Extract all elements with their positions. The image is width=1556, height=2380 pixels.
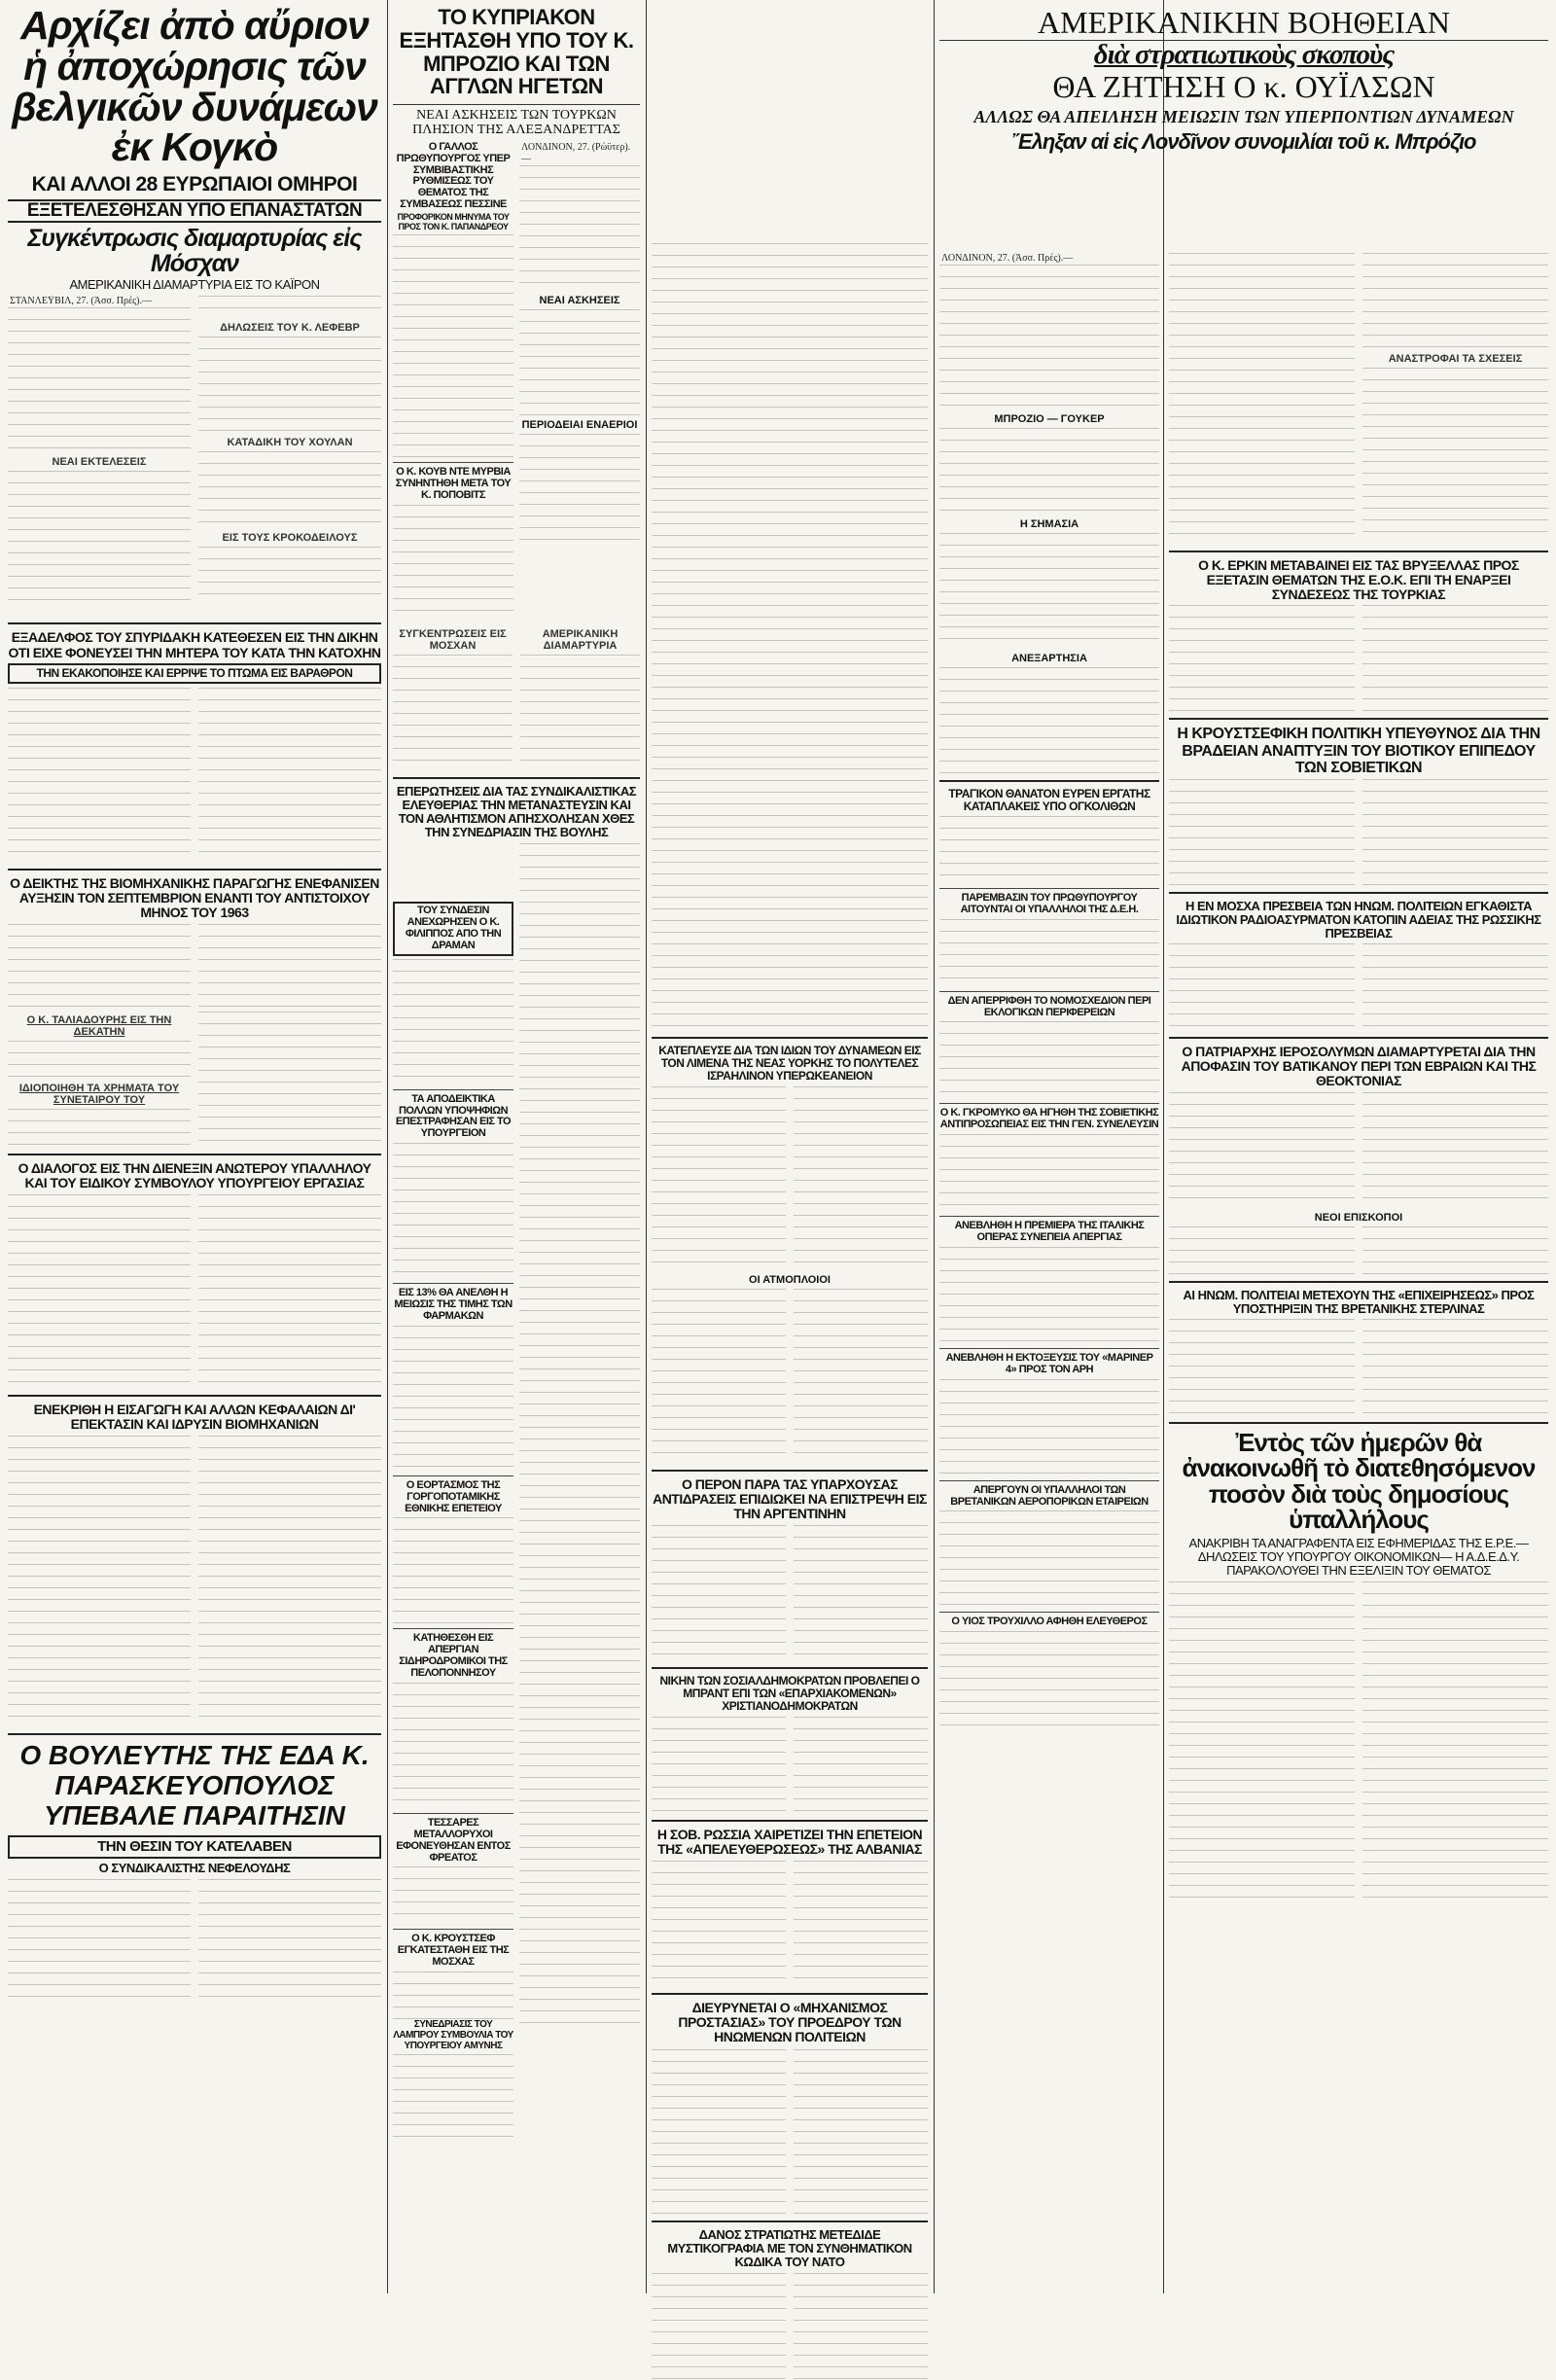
headline: ΕΝΕΚΡΙΘΗ Η ΕΙΣΑΓΩΓΗ ΚΑΙ ΑΛΛΩΝ ΚΕΦΑΛΑΙΩΝ ΔΙ' ΕΠΕΚΤΑΣΙΝ ΚΑΙ ΙΔΡΥΣΙΝ ΒΙΟΜΗΧΑΝΙΩΝ [33,1402,356,1433]
article-body [939,816,1159,884]
article-body [8,924,381,1012]
headline: ΣΥΝΕΔΡΙΑΣΙΣ ΤΟΥ ΛΑΜΠΡΟΥ ΣΥΜΒΟΥΛΙΑ ΤΟΥ ΥΠΟΥΡΓΕΙΟΥ ΑΜΥΝΗΣ [393,2019,513,2051]
headline: ΑΝΕΒΛΗΘΗ Η ΕΚΤΟΞΕΥΣΙΣ ΤΟΥ «ΜΑΡΙΝΕΡ 4» ΠΡΟΣ ΤΟΝ ΑΡΗ [945,1351,1153,1375]
headline: ΔΕΝ ΑΠΕΡΡΙΦΘΗ ΤΟ ΝΟΜΟΣΧΕΔΙΟΝ ΠΕΡΙ ΕΚΛΟΓΙΚΩΝ ΠΕΡΙΦΕΡΕΙΩΝ [947,994,1151,1018]
subheadline: ΤΗΝ ΘΕΣΙΝ ΤΟΥ ΚΑΤΕΛΑΒΕΝ [8,1835,381,1859]
article-body [939,1021,1159,1099]
article-body [519,434,640,541]
subheadline: ΕΞΕΤΕΛΕΣΘΗΣΑΝ ΥΠΟ ΕΠΑΝΑΣΤΑΤΩΝ [8,199,381,224]
section-heading: ΠΕΡΙΟΔΕΙΑΙ ΕΝΑΕΡΙΟΙ [521,418,638,431]
article-body [652,243,928,1031]
article-body [939,1631,1159,1728]
subheadline: ΠΡΟΦΟΡΙΚΟΝ ΜΗΝΥΜΑ ΤΟΥ ΠΡΟΣ ΤΟΝ Κ. ΠΑΠΑΝΔΡΕΟΥ [397,212,510,231]
section-heading: ΣΥΓΚΕΝΤΡΩΣΕΙΣ ΕΙΣ ΜΟΣΧΑΝ [399,628,507,653]
headline: Ο ΕΟΡΤΑΣΜΟΣ ΤΗΣ ΓΟΡΓΟΠΟΤΑΜΙΚΗΣ ΕΘΝΙΚΗΣ ΕΠΕΤΕΙΟΥ [405,1478,502,1514]
article-body [393,1326,513,1472]
subheadline: ΤΗΝ ΕΚΑΚΟΠΟΙΗΣΕ ΚΑΙ ΕΡΡΙΨΕ ΤΟ ΠΤΩΜΑ ΕΙΣ ΒΑΡΑΘΡΟΝ [8,663,381,684]
dateline: ΣΤΑΝΛΕΫΒΙΛ, 27. (Ἀσσ. Πρές).— [10,296,152,307]
headline: Ο ΔΕΙΚΤΗΣ ΤΗΣ ΒΙΟΜΗΧΑΝΙΚΗΣ ΠΑΡΑΓΩΓΗΣ ΕΝΕΦΑΝΙΣΕΝ ΑΥΞΗΣΙΝ ΤΟΝ ΣΕΠΤΕΜΒΡΙΟΝ ΕΝΑΝΤΙ ΤΟΥ ΑΝΤΙΣΤΟΙΧΟΥ ΜΗΝΟΣ ΤΟΥ 1963 [10,874,379,920]
column-rule [1163,0,1164,2293]
section-heading: Ο Κ. ΤΑΛΙΑΔΟΥΡΗΣ ΕΙΣ ΤΗΝ ΔΕΚΑΤΗΝ [26,1013,172,1038]
headline: Ο ΒΟΥΛΕΥΤΗΣ ΤΗΣ ΕΔΑ Κ. ΠΑΡΑΣΚΕΥΟΠΟΥΛΟΣ ΥΠΕΒΑΛΕ ΠΑΡΑΙΤΗΣΙΝ [19,1740,370,1830]
article-body [393,1517,513,1624]
section-heading: ΑΝΑΣΤΡΟΦΑΙ ΤΑ ΣΧΕΣΕΙΣ [1388,353,1523,365]
subheadline: ΝΕΑΙ ΑΣΚΗΣΕΙΣ ΤΩΝ ΤΟΥΡΚΩΝ ΠΛΗΣΙΟΝ ΤΗΣ ΑΛΕΞΑΝΔΡΕΤΤΑΣ [393,104,640,138]
headline: Ο ΠΑΤΡΙΑΡΧΗΣ ΙΕΡΟΣΟΛΥΜΩΝ ΔΙΑΜΑΡΤΥΡΕΤΑΙ ΔΙΑ ΤΗΝ ΑΠΟΦΑΣΙΝ ΤΟΥ ΒΑΤΙΚΑΝΟΥ ΠΕΡΙ ΤΩΝ ΕΒΡΑΙΩΝ ΚΑΙ ΤΗΣ ΘΕΟΚΤΟΝΙΑΣ [1181,1044,1537,1089]
main-headline: Αρχίζει ἀπὸ αὔριον ἡ ἀποχώρησις τῶν βελγικῶν δυνάμεων ἐκ Κογκὸ [12,3,377,170]
article-body [652,2049,928,2215]
headline: Ο Κ. ΚΡΟΥΣΤΣΕΦ ΕΓΚΑΤΕΣΤΑΘΗ ΕΙΣ ΤΗΣ ΜΟΣΧΑΣ [397,1933,510,1969]
headline: ΤΡΑΓΙΚΟΝ ΘΑΝΑΤΟΝ ΕΥΡΕΝ ΕΡΓΑΤΗΣ ΚΑΤΑΠΛΑΚΕΙΣ ΥΠΟ ΟΓΚΟΛΙΘΩΝ [948,787,1150,813]
headline: ΝΙΚΗΝ ΤΩΝ ΣΟΣΙΑΛΔΗΜΟΚΡΑΤΩΝ ΠΡΟΒΛΕΠΕΙ Ο ΜΠΡΑΝΤ ΕΠΙ ΤΩΝ «ΕΠΑΡΧΙΑΚΟΜΕΝΩΝ» ΧΡΙΣΤΙΑΝΟΔΗΜΟΚΡΑΤΩΝ [659,1674,920,1714]
headline: ΕΠΕΡΩΤΗΣΕΙΣ ΔΙΑ ΤΑΣ ΣΥΝΔΙΚΑΛΙΣΤΙΚΑΣ ΕΛΕΥΘΕΡΙΑΣ ΤΗΝ ΜΕΤΑΝΑΣΤΕΥΣΙΝ ΚΑΙ ΤΟΝ ΑΘΛΗΤΙΣΜΟΝ ΑΠΗΣΧΟΛΗΣΑΝ ΧΘΕΣ ΤΗΝ ΣΥΝΕΔΡΙΑΣΙΝ ΤΗΣ ΒΟΥΛΗΣ [396,784,637,840]
headline: Ο Κ. ΓΚΡΟΜΥΚΟ ΘΑ ΗΓΗΘΗ ΤΗΣ ΣΟΒΙΕΤΙΚΗΣ ΑΝΤΙΠΡΟΣΩΠΕΙΑΣ ΕΙΣ ΤΗΝ ΓΕΝ. ΣΥΝΕΛΕΥΣΙΝ [939,1107,1159,1131]
section-heading: ΚΑΤΑΔΙΚΗ ΤΟΥ ΧΟΥΛΑΝ [227,437,353,449]
subheadline: Ἔληξαν αἱ εἰς Λονδῖνον συνομιλίαι τοῦ κ. Μπρόζιο [1011,128,1476,154]
article-body [1169,1092,1548,1209]
headline: ΤΟ ΚΥΠΡΙΑΚΟΝ ΕΞΗΤΑΣΘΗ ΥΠΟ ΤΟΥ Κ. ΜΠΡΟΖΙΟ ΚΑΙ ΤΩΝ ΑΓΓΛΩΝ ΗΓΕΤΩΝ [399,5,634,99]
article-body [393,1866,513,1925]
headline: ΠΑΡΕΜΒΑΣΙΝ ΤΟΥ ΠΡΩΘΥΠΟΥΡΓΟΥ ΑΙΤΟΥΝΤΑΙ ΟΙ ΥΠΑΛΛΗΛΟΙ ΤΗΣ Δ.Ε.Η. [960,891,1139,915]
headline: Ο ΠΕΡΟΝ ΠΑΡΑ ΤΑΣ ΥΠΑΡΧΟΥΣΑΣ ΑΝΤΙΔΡΑΣΕΙΣ ΕΠΙΔΙΩΚΕΙ ΝΑ ΕΠΙΣΤΡΕΨΗ ΕΙΣ ΤΗΝ ΑΡΓΕΝΤΙΝΗΝ [653,1475,927,1522]
headline: Η ΣΟΒ. ΡΩΣΣΙΑ ΧΑΙΡΕΤΙΖΕΙ ΤΗΝ ΕΠΕΤΕΙΟΝ ΤΗΣ «ΑΠΕΛΕΥΘΕΡΩΣΕΩΣ» ΤΗΣ ΑΛΒΑΝΙΑΣ [656,1827,923,1858]
article-body [1169,605,1548,712]
article-body [393,1971,513,2020]
article-body [939,1247,1159,1344]
article-body [8,1879,381,2006]
article-body [1169,253,1548,545]
article-body [8,1194,381,1389]
article-body [393,505,513,622]
article-body [1169,779,1548,886]
article-body [652,2273,928,2380]
headline: Η ΚΡΟΥΣΤΣΕΦΙΚΗ ΠΟΛΙΤΙΚΗ ΥΠΕΥΘΥΝΟΣ ΔΙΑ ΤΗΝ ΒΡΑΔΕΙΑΝ ΑΝΑΠΤΥΞΙΝ ΤΟΥ ΒΙΟΤΙΚΟΥ ΕΠΙΠΕΔΟΥ ΤΩΝ ΣΟΒΙΕΤΙΚΩΝ [1177,726,1540,776]
column-2 [393,0,640,2293]
headline: διὰ στρατιωτικοὺς σκοποὺς [1093,39,1395,71]
article-body [393,1683,513,1809]
article-body [652,1086,928,1271]
article-body [393,1143,513,1279]
article-body [939,1134,1159,1212]
headline: Ο Κ. ΕΡΚΙΝ ΜΕΤΑΒΑΙΝΕΙ ΕΙΣ ΤΑΣ ΒΡΥΞΕΛΛΑΣ ΠΡΟΣ ΕΞΕΤΑΣΙΝ ΘΕΜΑΤΩΝ ΤΗΣ Ε.Ο.Κ. ΕΠΙ ΤΗ ΕΝΑΡΞΕΙ ΣΥΝΔΕΣΕΩΣ ΤΗΣ ΤΟΥΡΚΙΑΣ [1198,557,1519,603]
headline: ΚΑΤΕΠΛΕΥΣΕ ΔΙΑ ΤΩΝ ΙΔΙΩΝ ΤΟΥ ΔΥΝΑΜΕΩΝ ΕΙΣ ΤΟΝ ΛΙΜΕΝΑ ΤΗΣ ΝΕΑΣ ΥΟΡΚΗΣ ΤΟ ΠΟΛΥΤΕΛΕΣ ΙΣΡΑΗΛΙΝΟΝ ΥΠΕΡΩΚΕΑΝΕΙΟΝ [658,1044,921,1083]
headline: ΘΑ ΖΗΤΗΣΗ Ο κ. ΟΥΪΛΣΩΝ [1052,68,1435,104]
section-heading: ΙΔΙΟΠΟΙΗΘΗ ΤΑ ΧΡΗΜΑΤΑ ΤΟΥ ΣΥΝΕΤΑΙΡΟΥ ΤΟΥ [18,1082,180,1106]
article-body [8,1012,381,1148]
article-body [652,1525,928,1661]
article-body [393,625,640,771]
subheadline: Ο ΣΥΝΔΙΚΑΛΙΣΤΗΣ ΝΕΦΕΛΟΥΔΗΣ [98,1860,291,1875]
section-heading: ΑΜΕΡΙΚΑΝΙΚΗ ΔΙΑΜΑΡΤΥΡΙΑ [542,628,619,653]
subheadline: ΑΜΕΡΙΚΑΝΙΚΗ ΔΙΑΜΑΡΤΥΡΙΑ ΕΙΣ ΤΟ ΚΑΪΡΟΝ [69,277,320,293]
dateline: ΛΟΝΔΙΝΟΝ, 27. (Ρώϋτερ).— [521,141,631,164]
section-heading: ΝΕΟΙ ΕΠΙΣΚΟΠΟΙ [1314,1211,1403,1224]
section-heading: ΝΕΑΙ ΕΚΤΕΛΕΣΕΙΣ [52,456,147,469]
headline: ΔΑΝΟΣ ΣΤΡΑΤΙΩΤΗΣ ΜΕΤΕΔΙΔΕ ΜΥΣΤΙΚΟΓΡΑΦΙΑ ΜΕ ΤΟΝ ΣΥΝΘΗΜΑΤΙΚΟΝ ΚΩΔΙΚΑ ΤΟΥ ΝΑΤΟ [667,2226,912,2269]
headline: Ο ΥΙΟΣ ΤΡΟΥΧΙΛΛΟ ΑΦΗΘΗ ΕΛΕΥΘΕΡΟΣ [951,1616,1148,1628]
section-heading: ΜΠΡΟΖΙΟ — ΓΟΥΚΕΡ [994,413,1105,425]
article-body [1169,1581,1548,1902]
column-rule [387,0,388,2293]
article-body [393,2054,513,2142]
column-rule [646,0,647,2293]
article-body [393,234,513,458]
headline: Η ΕΝ ΜΟΣΧΑ ΠΡΕΣΒΕΙΑ ΤΩΝ ΗΝΩΜ. ΠΟΛΙΤΕΙΩΝ ΕΓΚΑΘΙΣΤΑ ΙΔΙΩΤΙΚΟΝ ΡΑΔΙΟΑΣΥΡΜΑΤΟΝ ΚΑΤΟΠΙΝ ΑΔΕΙΑΣ ΤΗΣ ΡΩΣΣΙΚΗΣ ΠΡΕΣΒΕΙΑΣ [1176,899,1541,941]
section-heading: ΔΗΛΩΣΕΙΣ ΤΟΥ Κ. ΛΕΦΕΒΡ [220,322,360,335]
article-body [939,1510,1159,1608]
headline: ΤΟΥ ΣΥΝΔΕΣΙΝ ΑΝΕΧΩΡΗΣΕΝ Ο Κ. ΦΙΛΙΠΠΟΣ ΑΠΟ ΤΗΝ ΔΡΑΜΑΝ [393,902,513,956]
article-body [393,959,513,1085]
column-rule [934,0,935,2293]
column-1 [8,0,381,2293]
article-body [519,165,640,292]
headline: Ο Κ. ΚΟΥΒ ΝΤΕ ΜΥΡΒΙΑ ΣΥΝΗΝΤΗΘΗ ΜΕΤΑ ΤΟΥ Κ. ΠΟΠΟΒΙΤΣ [395,466,512,502]
subheadline: ΚΑΙ ΑΛΛΟΙ 28 ΕΥΡΩΠΑΙΟΙ ΟΜΗΡΟΙ [31,173,358,196]
headline: ΤΕΣΣΑΡΕΣ ΜΕΤΑΛΛΟΡΥΧΟΙ ΕΦΟΝΕΥΘΗΣΑΝ ΕΝΤΟΣ ΦΡΕΑΤΟΣ [396,1816,511,1864]
section-heading: ΑΝΕΞΑΡΤΗΣΙΑ [1011,653,1087,664]
article-body [652,1289,928,1464]
article-body [1169,1319,1548,1416]
article-body [939,667,1159,774]
article-body [939,919,1159,987]
article-body [939,265,1159,410]
column-3 [652,0,928,2293]
subheadline: Συγκέντρωσις διαμαρτυρίας εἰς Μόσχαν [27,225,362,277]
headline: ΑΙ ΗΝΩΜ. ΠΟΛΙΤΕΙΑΙ ΜΕΤΕΧΟΥΝ ΤΗΣ «ΕΠΙΧΕΙΡΗΣΕΩΣ» ΠΡΟΣ ΥΠΟΣΤΗΡΙΞΙΝ ΤΗΣ ΒΡΕΤΑΝΙΚΗΣ ΣΤΕΡΛΙΝΑΣ [1183,1287,1535,1316]
section-heading: Η ΣΗΜΑΣΙΑ [1019,518,1079,530]
article-body [519,843,640,2030]
subheadline: ΑΝΑΚΡΙΒΗ ΤΑ ΑΝΑΓΡΑΦΕΝΤΑ ΕΙΣ ΕΦΗΜΕΡΙΔΑΣ ΤΗΣ Ε.Ρ.Ε.— ΔΗΛΩΣΕΙΣ ΤΟΥ ΥΠΟΥΡΓΟΥ ΟΙΚΟΝΟΜΙΚΩΝ— Η Α.Δ.Ε.Δ.Υ. ΠΑΡΑΚΟΛΟΥΘΕΙ ΤΗΝ ΕΞΕΛΙΞΙΝ ΤΟΥ ΘΕΜΑΤΟΣ [1188,1535,1529,1578]
column-5 [1169,0,1548,2293]
headline: ΔΙΕΥΡΥΝΕΤΑΙ Ο «ΜΗΧΑΝΙΣΜΟΣ ΠΡΟΣΤΑΣΙΑΣ» ΤΟΥ ΠΡΟΕΔΡΟΥ ΤΩΝ ΗΝΩΜΕΝΩΝ ΠΟΛΙΤΕΙΩΝ [678,2000,902,2045]
subheadline: Ο ΓΑΛΛΟΣ ΠΡΩΘΥΠΟΥΡΓΟΣ ΥΠΕΡ ΣΥΜΒΙΒΑΣΤΙΚΗΣ ΡΥΘΜΙΣΕΩΣ ΤΟΥ ΘΕΜΑΤΟΣ ΤΗΣ ΣΥΜΒΑΣΕΩΣ ΠΕΣΣΙΝΕ [396,140,511,211]
headline: ΑΜΕΡΙΚΑΝΙΚΗΝ ΒΟΗΘΕΙΑΝ [939,6,1548,41]
headline: Ἐντὸς τῶν ἡμερῶν θὰ ἀνακοινωθῆ τὸ διατεθησόμενον ποσὸν διὰ τοὺς δημοσίους ὑπαλλήλους [1182,1427,1536,1535]
article-body [8,688,381,863]
article-body [939,428,1159,515]
headline: ΤΑ ΑΠΟΔΕΙΚΤΙΚΑ ΠΟΛΛΩΝ ΥΠΟΨΗΦΙΩΝ ΕΠΕΣΤΡΑΦΗΣΑΝ ΕΙΣ ΤΟ ΥΠΟΥΡΓΕΙΟΝ [395,1092,512,1140]
headline: ΚΑΤΗΘΕΣΘΗ ΕΙΣ ΑΠΕΡΓΙΑΝ ΣΙΔΗΡΟΔΡΟΜΙΚΟΙ ΤΗΣ ΠΕΛΟΠΟΝΝΗΣΟΥ [399,1632,508,1680]
section-heading: ΕΙΣ ΤΟΥΣ ΚΡΟΚΟΔΕΙΛΟΥΣ [222,532,358,545]
article-body [8,1436,381,1727]
section-heading: ΝΕΑΙ ΑΣΚΗΣΕΙΣ [539,294,620,306]
article-body [1169,1226,1548,1275]
headline: ΑΝΕΒΛΗΘΗ Η ΠΡΕΜΙΕΡΑ ΤΗΣ ΙΤΑΛΙΚΗΣ ΟΠΕΡΑΣ ΣΥΝΕΠΕΙΑ ΑΠΕΡΓΙΑΣ [954,1220,1145,1244]
column-4 [939,0,1159,2293]
headline: ΕΞΑΔΕΛΦΟΣ ΤΟΥ ΣΠΥΡΙΔΑΚΗ ΚΑΤΕΘΕΣΕΝ ΕΙΣ ΤΗΝ ΔΙΚΗΝ ΟΤΙ ΕΙΧΕ ΦΟΝΕΥΣΕΙ ΤΗΝ ΜΗΤΕΡΑ ΤΟΥ ΚΑΤΑ ΤΗΝ ΚΑΤΟΧΗΝ [8,629,381,660]
article-body [939,1379,1159,1476]
section-heading: ΟΙ ΑΤΜΟΠΛΟΙΟΙ [749,1273,831,1286]
article-body [652,1861,928,1987]
dateline: ΛΟΝΔΙΝΟΝ, 27. (Ἀσσ. Πρές).— [941,253,1074,264]
article-body [8,296,381,617]
article-body [939,533,1159,650]
headline: Ο ΔΙΑΛΟΓΟΣ ΕΙΣ ΤΗΝ ΔΙΕΝΕΞΙΝ ΑΝΩΤΕΡΟΥ ΥΠΑΛΛΗΛΟΥ ΚΑΙ ΤΟΥ ΕΙΔΙΚΟΥ ΣΥΜΒΟΥΛΟΥ ΥΠΟΥΡΓΕΙΟΥ ΕΡΓΑΣΙΑΣ [18,1159,371,1191]
headline: ΕΙΣ 13% ΘΑ ΑΝΕΛΘΗ Η ΜΕΙΩΣΙΣ ΤΗΣ ΤΙΜΗΣ ΤΩΝ ΦΑΡΜΑΚΩΝ [394,1287,513,1322]
article-body [519,309,640,416]
article-body [1169,943,1548,1031]
headline: ΑΠΕΡΓΟΥΝ ΟΙ ΥΠΑΛΛΗΛΟΙ ΤΩΝ ΒΡΕΤΑΝΙΚΩΝ ΑΕΡΟΠΟΡΙΚΩΝ ΕΤΑΙΡΕΙΩΝ [950,1483,1149,1508]
subheadline: ΑΛΛΩΣ ΘΑ ΑΠΕΙΛΗΣΗ ΜΕΙΩΣΙΝ ΤΩΝ ΥΠΕΡΠΟΝΤΙΩΝ ΔΥΝΑΜΕΩΝ [973,106,1514,126]
article-body [652,1717,928,1814]
